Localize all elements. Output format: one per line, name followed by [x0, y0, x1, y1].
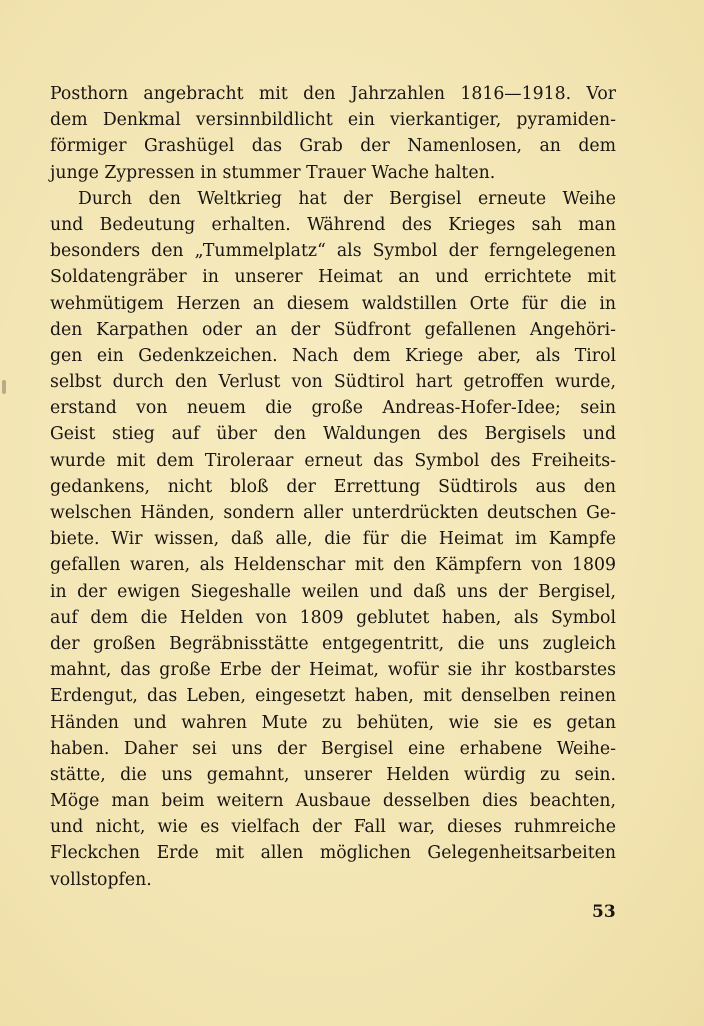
text-line: Soldatengräber in unserer Heimat an und errichtete mit: [50, 267, 616, 288]
text-line: in der ewigen Siegeshalle weilen und daß uns der Bergisel,: [50, 581, 616, 602]
margin-mark: [2, 380, 6, 394]
text-line: wurde mit dem Tiroleraar erneut das Symbol des Freiheits-: [50, 450, 616, 471]
text-line: und nicht, wie es vielfach der Fall war, dieses ruhmreiche: [50, 817, 616, 838]
text-line: und Bedeutung erhalten. Während des Krieges sah man: [50, 214, 616, 235]
text-line: den Karpathen oder an der Südfront gefallenen Angehöri-: [50, 319, 616, 340]
text-line: Geist stieg auf über den Waldungen des Bergisels und: [50, 424, 616, 445]
text-line: Fleckchen Erde mit allen möglichen Gelegenheitsarbeiten: [50, 843, 616, 864]
text-line: Posthorn angebracht mit den Jahrzahlen 1816—1918. Vor: [50, 84, 616, 104]
body-text: [50, 81, 616, 893]
text-line: mahnt, das große Erbe der Heimat, wofür sie ihr kostbarstes: [50, 660, 616, 681]
text-line: der großen Begräbnisstätte entgegentritt, die uns zugleich: [50, 633, 616, 654]
text-line: haben. Daher sei uns der Bergisel eine erhabene Weihe-: [50, 738, 616, 759]
text-line: besonders den „Tummelplatz“ als Symbol der ferngelegenen: [50, 241, 616, 262]
text-line: Erdengut, das Leben, eingesetzt haben, mit denselben reinen: [50, 686, 616, 707]
text-line: welschen Händen, sondern aller unterdrückten deutschen Ge-: [50, 503, 616, 523]
text-line: Durch den Weltkrieg hat der Bergisel erneute Weihe: [78, 188, 616, 209]
text-line: wehmütigem Herzen an diesem waldstillen Orte für die in: [50, 293, 616, 314]
text-line: vollstopfen.: [50, 869, 152, 890]
text-line: selbst durch den Verlust von Südtirol hart getroffen wurde,: [50, 372, 616, 393]
text-line: biete. Wir wissen, daß alle, die für die Heimat im Kampfe: [50, 529, 616, 550]
text-line: junge Zypressen in stummer Trauer Wache halten.: [50, 162, 496, 183]
text-line: Möge man beim weitern Ausbaue desselben dies beachten,: [50, 791, 616, 812]
text-line: gedankens, nicht bloß der Errettung Südtirols aus den: [50, 476, 616, 497]
text-line: gefallen waren, als Heldenschar mit den Kämpfern von 1809: [50, 555, 616, 576]
text-line: förmiger Grashügel das Grab der Namenlosen, an dem: [50, 136, 616, 157]
text-line: Händen und wahren Mute zu behüten, wie sie es getan: [50, 712, 616, 733]
page-number: 53: [592, 902, 616, 922]
text-line: erstand von neuem die große Andreas-Hofer-Idee; sein: [50, 398, 616, 419]
text-line: stätte, die uns gemahnt, unserer Helden würdig zu sein.: [50, 764, 616, 785]
text-line: auf dem die Helden von 1809 geblutet haben, als Symbol: [50, 607, 616, 628]
text-line: dem Denkmal versinnbildlicht ein vierkantiger, pyramiden-: [50, 110, 616, 131]
text-line: gen ein Gedenkzeichen. Nach dem Kriege aber, als Tirol: [50, 345, 616, 366]
